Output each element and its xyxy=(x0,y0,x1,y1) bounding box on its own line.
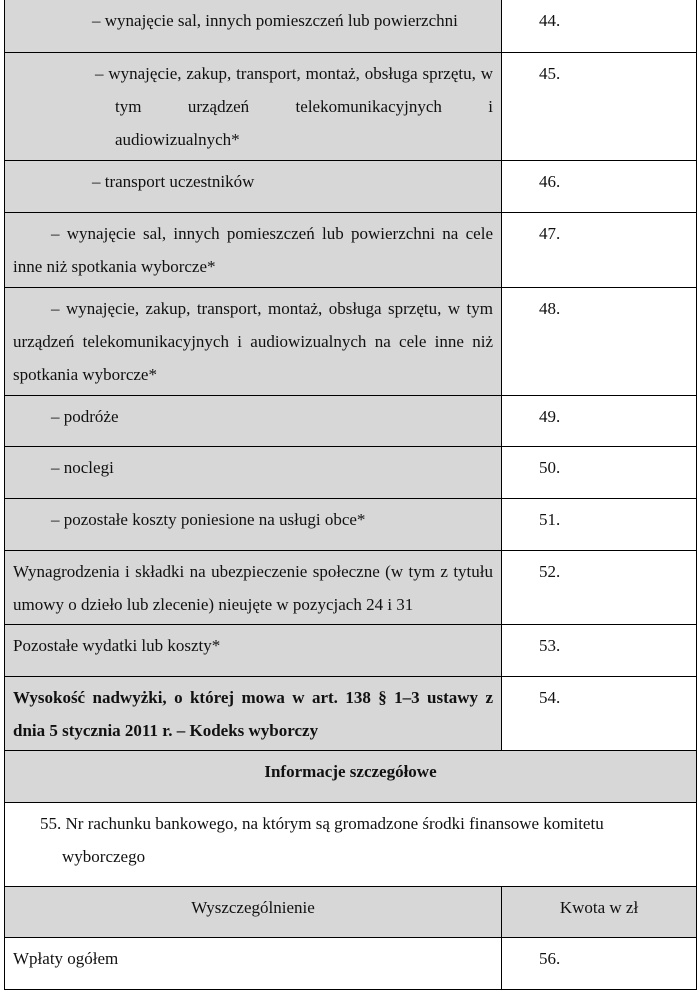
table-row xyxy=(4,0,697,53)
row-label: – wynajęcie, zakup, transport, montaż, obsługa sprzętu, w tym urządzeń telekomunikacyjnych i audiowizualnych na cele inne niż spotkania wyborcze* xyxy=(5,288,502,395)
table-row xyxy=(4,551,697,625)
table-row xyxy=(4,288,697,396)
row-label: – wynajęcie, zakup, transport, montaż, obsługa sprzętu, w tym urządzeń telekomunikacyjnych i audiowizualnych* xyxy=(5,53,502,160)
table-row xyxy=(4,447,697,499)
row-label: – wynajęcie sal, innych pomieszczeń lub powierzchni na cele inne niż spotkania wyborcze* xyxy=(5,213,502,287)
row-number: 53. xyxy=(502,625,696,676)
row-number: 54. xyxy=(502,677,696,750)
table-row xyxy=(4,625,697,677)
row-label: Wynagrodzenia i składki na ubezpieczenie społeczne (w tym z tytułu umowy o dzieło lub zlecenie) nieujęte w pozycjach 24 i 31 xyxy=(5,551,502,624)
table-row xyxy=(4,499,697,551)
column-header-amount: Kwota w zł xyxy=(502,887,696,937)
table-row xyxy=(4,677,697,751)
row-number: 50. xyxy=(502,447,696,498)
bank-account-note: 55. Nr rachunku bankowego, na którym są gromadzone środki finansowe komitetu wyborczego xyxy=(5,803,696,886)
table-row xyxy=(4,938,697,990)
row-label: – transport uczestników xyxy=(5,161,502,212)
row-number: 49. xyxy=(502,396,696,446)
note-row xyxy=(4,803,697,887)
row-number: 45. xyxy=(502,53,696,160)
table-row xyxy=(4,53,697,161)
row-number: 56. xyxy=(502,938,696,989)
table-header-row xyxy=(4,887,697,938)
row-number: 52. xyxy=(502,551,696,624)
row-label: Pozostałe wydatki lub koszty* xyxy=(5,625,502,676)
report-table xyxy=(4,0,697,990)
row-label: Wpłaty ogółem xyxy=(5,938,502,989)
table-row xyxy=(4,213,697,288)
row-number: 44. xyxy=(502,0,696,52)
section-header: Informacje szczegółowe xyxy=(5,751,696,802)
row-label: – noclegi xyxy=(5,447,502,498)
row-label: – wynajęcie sal, innych pomieszczeń lub powierzchni xyxy=(5,0,502,52)
row-label: Wysokość nadwyżki, o której mowa w art. 138 § 1–3 ustawy z dnia 5 stycznia 2011 r. – Kodeks wyborczy xyxy=(5,677,502,750)
row-number: 51. xyxy=(502,499,696,550)
table-row xyxy=(4,161,697,213)
row-number: 47. xyxy=(502,213,696,287)
row-label: – pozostałe koszty poniesione na usługi obce* xyxy=(5,499,502,550)
column-header-description: Wyszczególnienie xyxy=(5,887,502,937)
section-header-row xyxy=(4,751,697,803)
row-number: 48. xyxy=(502,288,696,395)
table-row xyxy=(4,396,697,447)
row-label: – podróże xyxy=(5,396,502,446)
row-number: 46. xyxy=(502,161,696,212)
